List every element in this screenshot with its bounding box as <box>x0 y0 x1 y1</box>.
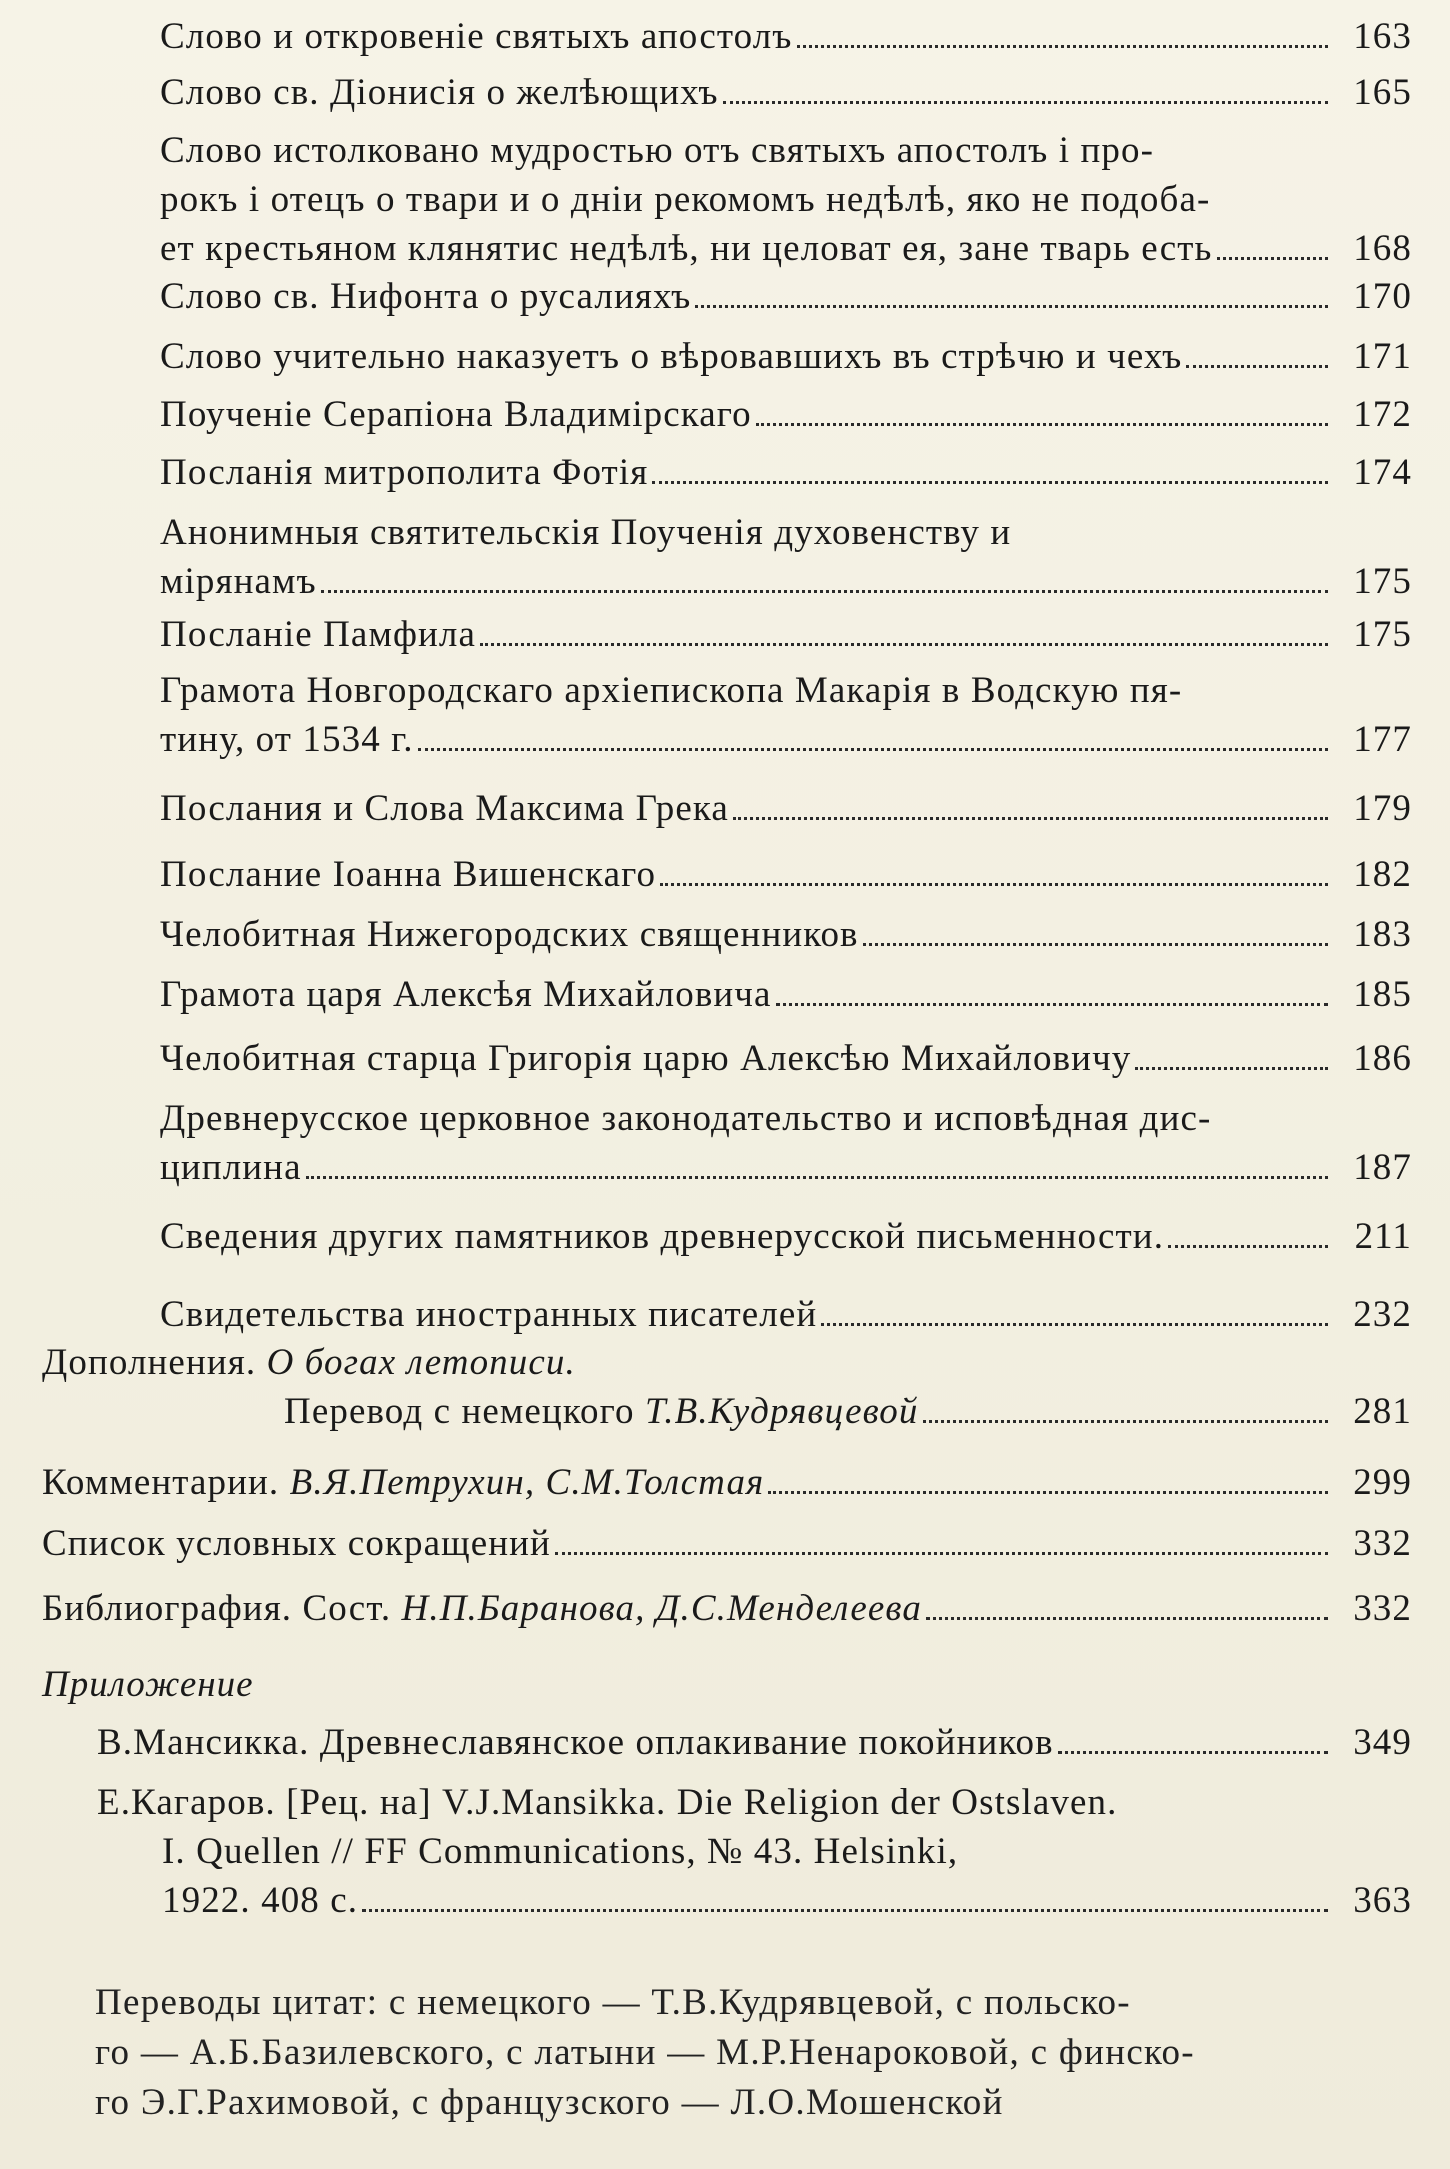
dot-leader <box>652 481 1328 484</box>
dot-leader <box>926 1617 1328 1620</box>
page-number: 179 <box>1353 788 1412 829</box>
toc-entry <box>160 850 1412 899</box>
entry-title-line: Послание Іоанна Вишенскаго <box>160 854 657 895</box>
page-number: 175 <box>1353 614 1412 655</box>
bibliography-entry <box>42 1584 1412 1633</box>
toc-entry <box>160 1212 1412 1261</box>
entry-title-line: Челобитная старца Григорія царю Алексѣю Михайловичу <box>160 1038 1132 1079</box>
dot-leader <box>797 45 1328 48</box>
page-number: 332 <box>1353 1523 1412 1564</box>
dot-leader <box>660 883 1328 886</box>
abbreviations-entry <box>42 1519 1412 1568</box>
dot-leader <box>555 1552 1328 1555</box>
entry-title-line: Слово св. Нифонта о русалияхъ <box>160 276 692 317</box>
dot-leader <box>733 817 1328 820</box>
entry-title-line: ет крестьяном клянятис недѣлѣ, ни целоват ея, зане тварь есть <box>160 228 1213 269</box>
dot-leader <box>418 748 1328 751</box>
page-number: 232 <box>1353 1294 1412 1335</box>
dot-leader <box>1058 1751 1328 1754</box>
page-number: 363 <box>1353 1880 1412 1921</box>
page-number: 171 <box>1353 336 1412 377</box>
entry-title-line: рокъ і отецъ о твари и о дніи рекомомъ недѣлѣ, яко не подоба- <box>160 179 1211 220</box>
entry-title-line: тину, от 1534 г. <box>160 719 414 760</box>
bibliography-label: Библиография. Сост. <box>42 1588 392 1629</box>
dot-leader <box>776 1003 1328 1006</box>
page-number: 172 <box>1353 394 1412 435</box>
page-number: 211 <box>1354 1216 1412 1257</box>
toc-entry <box>160 784 1412 833</box>
toc-entry <box>160 610 1412 659</box>
appendix-heading: Приложение <box>42 1664 254 1705</box>
supplement-title: О богах летописи. <box>266 1342 576 1383</box>
entry-title-line: Анонимныя святительскія Поученія духовенству и <box>160 512 1012 553</box>
page-number: 185 <box>1353 974 1412 1015</box>
toc-entry <box>160 126 1412 273</box>
toc-entry <box>160 1094 1412 1192</box>
dot-leader <box>480 643 1328 646</box>
entry-title-line: Слово и откровеніе святыхъ апостолъ <box>160 16 793 57</box>
supplement-translator: Т.В.Кудрявцевой <box>644 1391 919 1432</box>
entry-title-line: Сведения других памятников древнерусской письменности. <box>160 1216 1165 1257</box>
entry-title-line: I. Quellen // FF Communications, № 43. Helsinki, <box>162 1831 959 1872</box>
dot-leader <box>1168 1245 1328 1248</box>
toc-entry <box>160 448 1412 497</box>
page-number: 281 <box>1353 1391 1412 1432</box>
toc-entry <box>160 332 1412 381</box>
commentary-entry <box>42 1458 1412 1507</box>
entry-title-line: Древнерусское церковное законодательство и исповѣдная дис- <box>160 1098 1212 1139</box>
toc-entry <box>160 508 1412 606</box>
appendix-entry <box>97 1718 1412 1767</box>
supplement-label: Дополнения. <box>42 1342 257 1383</box>
page-number: 170 <box>1353 276 1412 317</box>
commentary-label: Комментарии. <box>42 1462 280 1503</box>
entry-title-line: Посланія митрополита Фотія <box>160 452 649 493</box>
note-line: го Э.Г.Рахимовой, с французского — Л.О.Мошенской <box>95 2082 1004 2123</box>
toc-entry <box>160 12 1412 61</box>
page-number: 332 <box>1353 1588 1412 1629</box>
entry-title-line: Е.Кагаров. [Рец. на] V.J.Mansikka. Die Religion der Ostslaven. <box>97 1782 1118 1823</box>
dot-leader <box>756 423 1328 426</box>
entry-title-line: Грамота Новгородскаго архіепископа Макарія в Водскую пя- <box>160 670 1183 711</box>
dot-leader <box>306 1176 1328 1179</box>
entry-title-line: Слово учительно наказуетъ о вѣровавшихъ въ стрѣчю и чехъ <box>160 336 1183 377</box>
entry-title-line: 1922. 408 с. <box>162 1880 359 1921</box>
entry-title-line: Слово св. Діонисія о желѣющихъ <box>160 72 719 113</box>
note-line: го — А.Б.Базилевского, с латыни — М.Р.Ненароковой, с финско- <box>95 2032 1195 2073</box>
toc-entry <box>160 1290 1412 1339</box>
entry-title-line: Свидетельства иностранных писателей <box>160 1294 818 1335</box>
supplement-entry <box>42 1338 1412 1436</box>
abbreviations-label: Список условных сокращений <box>42 1523 551 1564</box>
dot-leader <box>1217 257 1329 260</box>
note-line: Переводы цитат: с немецкого — Т.В.Кудрявцевой, с польско- <box>95 1982 1131 2023</box>
page-number: 168 <box>1353 228 1412 269</box>
entry-title-line: Посланіе Памфила <box>160 614 477 655</box>
page-number: 177 <box>1353 719 1412 760</box>
toc-entry <box>160 910 1412 959</box>
page-number: 174 <box>1353 452 1412 493</box>
toc-entry <box>160 970 1412 1019</box>
toc-entry <box>160 1034 1412 1083</box>
supplement-translation-label: Перевод с немецкого <box>284 1391 635 1432</box>
page-number: 163 <box>1353 16 1412 57</box>
appendix-entry <box>97 1778 1412 1925</box>
translations-note <box>95 1978 1355 2128</box>
page-number: 165 <box>1353 72 1412 113</box>
entry-title-line: Грамота царя Алексѣя Михайловича <box>160 974 772 1015</box>
dot-leader <box>768 1491 1328 1494</box>
page-number: 186 <box>1353 1038 1412 1079</box>
entry-title-line: В.Мансикка. Древнеславянское оплакивание покойников <box>97 1722 1054 1763</box>
toc-entry <box>160 68 1412 117</box>
dot-leader <box>695 305 1328 308</box>
bibliography-authors: Н.П.Баранова, Д.С.Менделеева <box>401 1588 922 1629</box>
dot-leader <box>821 1323 1328 1326</box>
entry-title-line: Челобитная Нижегородских священников <box>160 914 859 955</box>
page-number: 187 <box>1353 1147 1412 1188</box>
toc-entry <box>160 666 1412 764</box>
toc-entry <box>160 390 1412 439</box>
entry-title-line: Поученіе Серапіона Владимірскаго <box>160 394 752 435</box>
dot-leader <box>1186 365 1328 368</box>
entry-title-line: мірянамъ <box>160 561 317 602</box>
commentary-authors: В.Я.Петрухин, С.М.Толстая <box>289 1462 765 1503</box>
toc-entry <box>160 272 1412 321</box>
dot-leader <box>1135 1067 1328 1070</box>
entry-title-line: циплина <box>160 1147 302 1188</box>
page-number: 349 <box>1353 1722 1412 1763</box>
page-number: 183 <box>1353 914 1412 955</box>
page-number: 299 <box>1353 1462 1412 1503</box>
dot-leader <box>362 1909 1328 1912</box>
dot-leader <box>923 1420 1329 1423</box>
dot-leader <box>321 590 1328 593</box>
dot-leader <box>723 101 1328 104</box>
page-number: 175 <box>1353 561 1412 602</box>
entry-title-line: Послания и Слова Максима Грека <box>160 788 729 829</box>
entry-title-line: Слово истолковано мудростью отъ святыхъ апостолъ і про- <box>160 130 1154 171</box>
page-number: 182 <box>1353 854 1412 895</box>
dot-leader <box>863 943 1328 946</box>
